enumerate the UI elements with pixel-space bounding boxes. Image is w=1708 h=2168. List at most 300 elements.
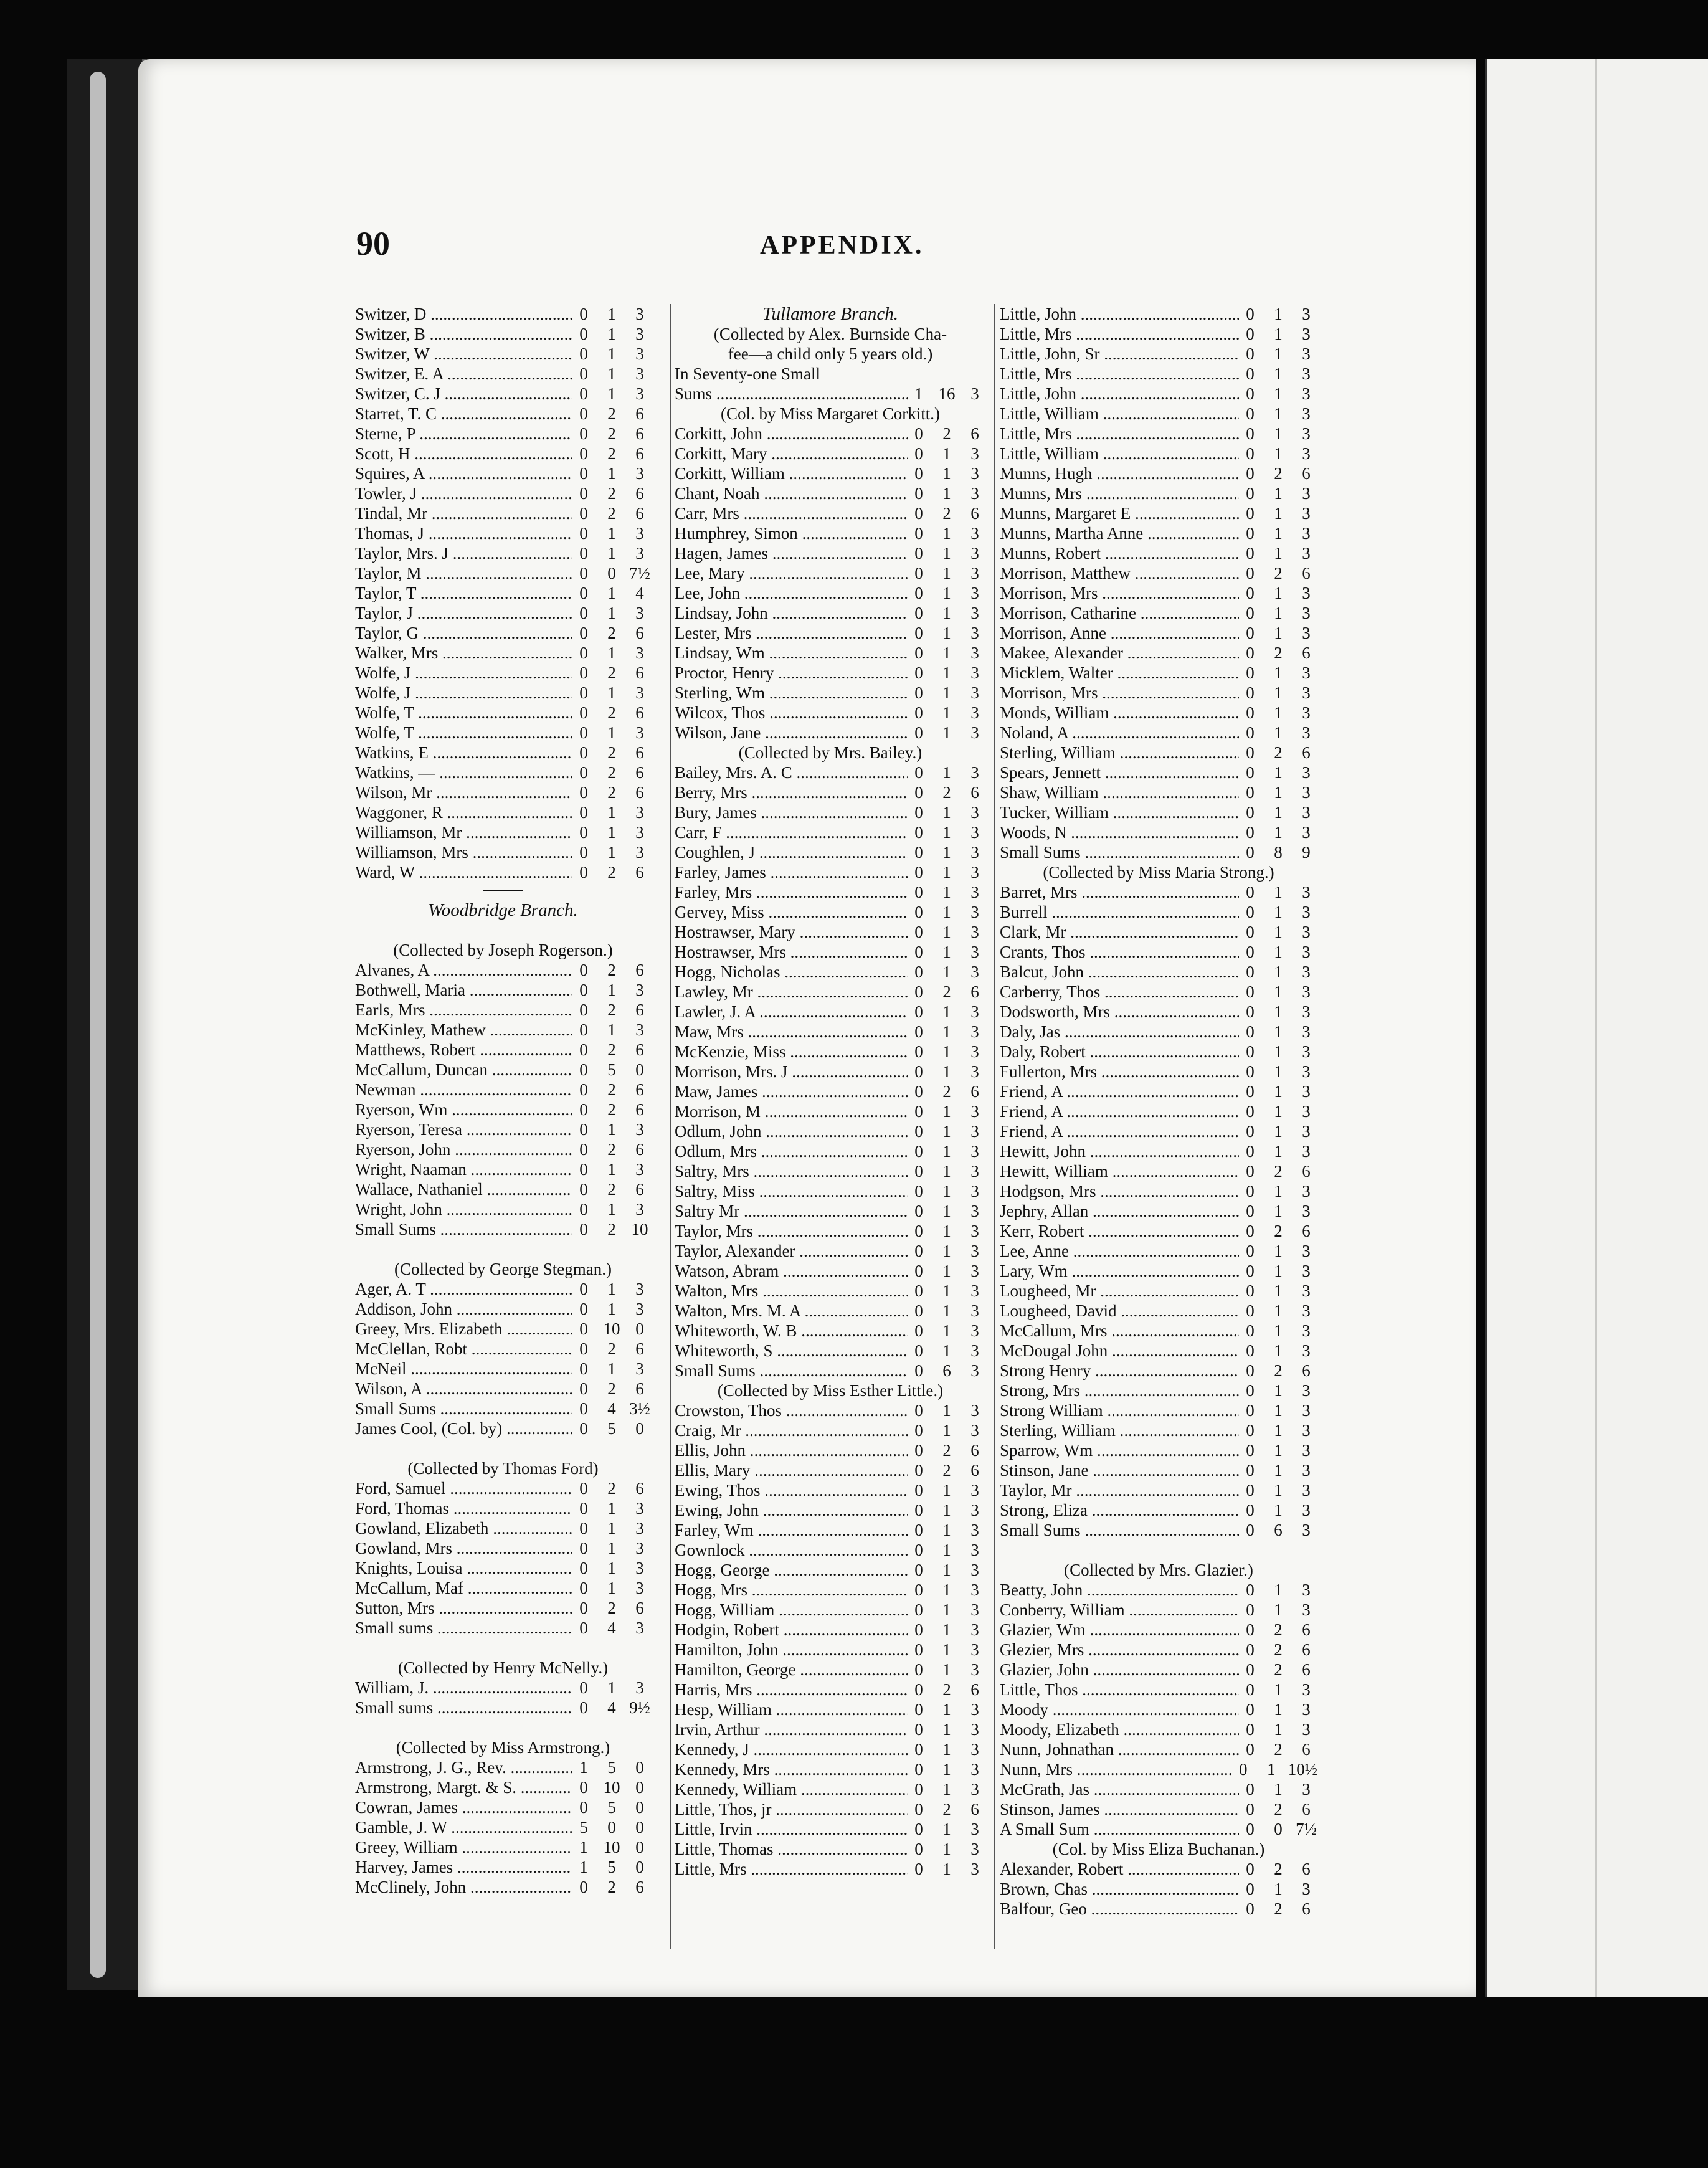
amount-pounds: 0 — [914, 703, 923, 722]
subscriber-name: Whiteworth, S ..... — [675, 1341, 908, 1361]
collector-note: fee—a child only 5 years old.) — [728, 345, 933, 363]
amount-pence: 3 — [970, 1581, 979, 1599]
amount-pence: 3 — [1302, 783, 1311, 802]
amount-pounds: 0 — [914, 1242, 923, 1260]
amount-pounds: 0 — [579, 1579, 588, 1597]
amount-pounds: 0 — [1246, 404, 1255, 423]
amount-pounds: 0 — [1246, 1481, 1255, 1500]
amount-shillings: 2 — [607, 1140, 616, 1159]
amount-shillings: 1 — [1274, 763, 1283, 782]
subscriber-name: Moody ..... — [1000, 1700, 1239, 1719]
subscriber-name: Odlum, Mrs ..... — [675, 1141, 908, 1161]
amount-shillings: 1 — [1274, 1680, 1283, 1699]
subscription-entry — [1000, 982, 1317, 1002]
subscriber-name: Clark, Mr ..... — [1000, 922, 1239, 942]
subscription-entry — [1000, 802, 1317, 822]
amount-shillings: 1 — [1274, 1401, 1283, 1420]
amount-shillings: 2 — [1274, 1899, 1283, 1918]
amount-pence: 3 — [1302, 1600, 1311, 1619]
amount-shillings: 2 — [1274, 743, 1283, 762]
amount-pounds: 0 — [914, 1421, 923, 1440]
collector-note: (Collected by George Stegman.) — [394, 1260, 612, 1278]
subscriber-name: McClellan, Robt ..... — [355, 1339, 572, 1359]
amount-pounds: 0 — [579, 624, 588, 642]
subscriber-name: Corkitt, William ..... — [675, 464, 908, 483]
amount-pounds: 0 — [1246, 1461, 1255, 1480]
amount-shillings: 1 — [942, 803, 951, 822]
amount-pence: 3 — [635, 803, 644, 822]
amount-shillings: 1 — [942, 544, 951, 563]
subscription-entry — [1000, 1341, 1317, 1361]
subscriber-name: Wilson, Mr ..... — [355, 782, 572, 802]
amount-pence: 3 — [970, 663, 979, 682]
subscriber-name: Addison, John ..... — [355, 1299, 572, 1319]
subscription-entry — [675, 902, 986, 922]
subscription-entry — [355, 743, 651, 763]
amount-pounds: 0 — [579, 723, 588, 742]
subscriber-name: Kerr, Robert ..... — [1000, 1221, 1239, 1241]
amount-pence: 3 — [970, 544, 979, 563]
amount-pence: 6 — [1302, 1899, 1311, 1918]
subscription-entry — [675, 1420, 986, 1440]
amount-pounds: 0 — [1246, 424, 1255, 443]
amount-shillings: 0 — [607, 564, 616, 582]
amount-pounds: 0 — [1246, 1162, 1255, 1181]
subscriber-name: Munns, Mrs ..... — [1000, 483, 1239, 503]
subscriber-name: Hewitt, John ..... — [1000, 1141, 1239, 1161]
amount-pence: 3 — [1302, 1321, 1311, 1340]
subscription-entry — [675, 1201, 986, 1221]
subscription-entry — [355, 1797, 651, 1817]
amount-pence: 6 — [1302, 1222, 1311, 1240]
amount-pounds: 1 — [914, 384, 923, 403]
subscription-entry — [1000, 1640, 1317, 1660]
subscriber-name: Lougheed, Mr ..... — [1000, 1281, 1239, 1301]
amount-pence: 3 — [970, 923, 979, 941]
amount-pounds: 0 — [914, 1620, 923, 1639]
amount-pounds: 0 — [1246, 1860, 1255, 1878]
amount-shillings: 2 — [607, 1599, 616, 1617]
amount-pence: 3 — [970, 524, 979, 543]
subscription-entry — [1000, 703, 1317, 723]
subscription-entry — [675, 1141, 986, 1161]
amount-shillings: 1 — [1274, 624, 1283, 642]
subscription-entry — [675, 1819, 986, 1839]
amount-pounds: 0 — [914, 783, 923, 802]
subscription-entry — [675, 782, 986, 802]
amount-pounds: 0 — [1246, 1321, 1255, 1340]
amount-pounds: 0 — [914, 1680, 923, 1699]
amount-shillings: 2 — [607, 444, 616, 463]
amount-pence: 3 — [970, 1242, 979, 1260]
subscriber-name: Friend, A ..... — [1000, 1082, 1239, 1101]
amount-pounds: 0 — [579, 564, 588, 582]
amount-pence: 3 — [1302, 544, 1311, 563]
subscriber-name: Little, Mrs ..... — [1000, 424, 1239, 444]
amount-pence: 3 — [1302, 1262, 1311, 1280]
subscription-entry — [675, 1839, 986, 1859]
subscription-entry — [355, 782, 651, 802]
subscription-entry — [1000, 1779, 1317, 1799]
subscription-entry — [355, 464, 651, 483]
amount-pounds: 0 — [579, 504, 588, 523]
subscription-entry — [355, 822, 651, 842]
subscriber-name: McKenzie, Miss ..... — [675, 1042, 908, 1062]
subscriber-name: Morrison, Anne ..... — [1000, 623, 1239, 643]
amount-pence: 3 — [970, 1700, 979, 1719]
amount-shillings: 1 — [942, 1600, 951, 1619]
amount-pence: 6 — [635, 1040, 644, 1059]
subscriber-name: Tindal, Mr ..... — [355, 503, 572, 523]
amount-pence: 3 — [635, 1499, 644, 1518]
amount-pence: 3 — [970, 863, 979, 882]
amount-shillings: 8 — [1274, 843, 1283, 862]
amount-pence: 3 — [1302, 1441, 1311, 1460]
collector-note: (Collected by Mrs. Bailey.) — [738, 743, 923, 762]
amount-pence: 3 — [1302, 524, 1311, 543]
subscription-entry — [675, 802, 986, 822]
subscription-entry — [355, 980, 651, 1000]
amount-pounds: 0 — [914, 943, 923, 961]
amount-pence: 6 — [635, 1878, 644, 1896]
subscription-entry — [355, 1379, 651, 1399]
amount-pounds: 0 — [914, 604, 923, 622]
subscriber-name: Sterling, William ..... — [1000, 1420, 1239, 1440]
amount-shillings: 1 — [942, 923, 951, 941]
subscription-entry — [675, 842, 986, 862]
amount-pounds: 0 — [1246, 544, 1255, 563]
subscription-entry — [1000, 1002, 1317, 1022]
subscription-entry — [1000, 962, 1317, 982]
amount-pounds: 0 — [579, 325, 588, 343]
amount-shillings: 2 — [607, 763, 616, 782]
amount-pounds: 0 — [1246, 604, 1255, 622]
subscriber-name: Hagen, James ..... — [675, 543, 908, 563]
subscriber-name: Lester, Mrs ..... — [675, 623, 908, 643]
subscriber-name: Noland, A ..... — [1000, 723, 1239, 743]
amount-pounds: 0 — [579, 1200, 588, 1219]
amount-pence: 0 — [635, 1758, 644, 1777]
amount-shillings: 1 — [1274, 903, 1283, 921]
subscriber-name: Saltry, Miss ..... — [675, 1181, 908, 1201]
subscriber-name: Glezier, Mrs ..... — [1000, 1640, 1239, 1660]
amount-pounds: 0 — [914, 624, 923, 642]
page-edge — [1595, 59, 1597, 1997]
amount-pence: 3 — [970, 1102, 979, 1121]
subscription-entry — [1000, 523, 1317, 543]
amount-pence: 3 — [1302, 364, 1311, 383]
subscriber-name: Hogg, Mrs ..... — [675, 1580, 908, 1600]
subscriber-name: Crowston, Thos ..... — [675, 1400, 908, 1420]
subscription-entry — [675, 1181, 986, 1201]
subscription-entry — [1000, 1121, 1317, 1141]
subscription-entry — [675, 663, 986, 683]
subscription-entry — [355, 1777, 651, 1797]
amount-pence: 3 — [1302, 604, 1311, 622]
subscriber-name: Munns, Martha Anne ..... — [1000, 523, 1239, 543]
amount-pounds: 0 — [579, 981, 588, 999]
amount-pence: 3 — [970, 703, 979, 722]
amount-pounds: 0 — [579, 1140, 588, 1159]
subscription-entry — [675, 1321, 986, 1341]
amount-shillings: 1 — [942, 1142, 951, 1161]
amount-pounds: 0 — [914, 1780, 923, 1799]
amount-pence: 3 — [1302, 325, 1311, 343]
amount-pounds: 0 — [914, 1561, 923, 1579]
subscription-entry — [1000, 1221, 1317, 1241]
spacer — [355, 1438, 651, 1458]
amount-pence: 3 — [635, 1120, 644, 1139]
amount-pence: 0 — [635, 1319, 644, 1338]
amount-pence: 6 — [970, 424, 979, 443]
spacer — [1000, 1540, 1317, 1560]
amount-pence: 3½ — [629, 1399, 650, 1418]
subscriber-name: Watkins, E ..... — [355, 743, 572, 763]
subscription-entry — [675, 1700, 986, 1719]
amount-shillings: 1 — [1274, 1880, 1283, 1898]
subscription-entry — [355, 583, 651, 603]
amount-pence: 3 — [1302, 1022, 1311, 1041]
amount-pounds: 0 — [579, 1300, 588, 1318]
amount-pounds: 0 — [1246, 305, 1255, 323]
amount-shillings: 1 — [1274, 1281, 1283, 1300]
subscription-entry — [1000, 782, 1317, 802]
column-2 — [675, 304, 986, 1879]
amount-pounds: 0 — [579, 763, 588, 782]
subscriber-name: Proctor, Henry ..... — [675, 663, 908, 683]
subscription-entry — [675, 922, 986, 942]
subscriber-name: Hogg, George ..... — [675, 1560, 908, 1580]
amount-shillings: 1 — [1274, 1481, 1283, 1500]
amount-pence: 3 — [635, 683, 644, 702]
amount-shillings: 2 — [607, 783, 616, 802]
amount-pence: 3 — [635, 1200, 644, 1219]
amount-shillings: 2 — [942, 504, 951, 523]
subscriber-name: Gervey, Miss ..... — [675, 902, 908, 922]
amount-pounds: 0 — [914, 1222, 923, 1240]
amount-pence: 3 — [970, 1222, 979, 1240]
amount-pence: 3 — [1302, 1581, 1311, 1599]
subscriber-name: Wright, Naaman ..... — [355, 1159, 572, 1179]
amount-shillings: 1 — [942, 663, 951, 682]
amount-shillings: 1 — [607, 584, 616, 602]
amount-pounds: 0 — [1246, 1341, 1255, 1360]
amount-shillings: 1 — [942, 763, 951, 782]
subscriber-name: Harris, Mrs ..... — [675, 1680, 908, 1700]
amount-pounds: 0 — [914, 524, 923, 543]
amount-pence: 3 — [970, 1740, 979, 1759]
subscriber-name: Barret, Mrs ..... — [1000, 882, 1239, 902]
amount-shillings: 1 — [942, 903, 951, 921]
amount-pence: 3 — [635, 1359, 644, 1378]
amount-pence: 3 — [1302, 1680, 1311, 1699]
amount-pounds: 0 — [579, 1599, 588, 1617]
subscription-entry — [355, 424, 651, 444]
amount-shillings: 6 — [1274, 1521, 1283, 1539]
amount-shillings: 1 — [942, 1561, 951, 1579]
amount-shillings: 1 — [942, 1062, 951, 1081]
amount-pounds: 0 — [914, 923, 923, 941]
amount-shillings: 2 — [607, 484, 616, 503]
amount-shillings: 2 — [1274, 1162, 1283, 1181]
subscriber-name: Monds, William ..... — [1000, 703, 1239, 723]
amount-shillings: 1 — [942, 1002, 951, 1021]
amount-shillings: 1 — [1274, 325, 1283, 343]
subscriber-name: Squires, A ..... — [355, 464, 572, 483]
amount-shillings: 1 — [607, 1678, 616, 1697]
amount-pounds: 0 — [914, 504, 923, 523]
subscriber-name: Corkitt, Mary ..... — [675, 444, 908, 464]
amount-pounds: 0 — [579, 1359, 588, 1378]
subscription-entry — [355, 404, 651, 424]
amount-pounds: 0 — [1246, 325, 1255, 343]
amount-pounds: 0 — [1246, 1361, 1255, 1380]
subscription-entry — [1000, 1381, 1317, 1400]
amount-pounds: 0 — [579, 544, 588, 563]
subscriber-name: Hogg, Nicholas ..... — [675, 962, 908, 982]
amount-pence: 3 — [970, 644, 979, 662]
subscriber-name: Ryerson, Wm ..... — [355, 1100, 572, 1120]
amount-shillings: 1 — [1274, 424, 1283, 443]
subscription-entry — [1000, 663, 1317, 683]
amount-shillings: 1 — [942, 1301, 951, 1320]
subscriber-name: Taylor, Alexander ..... — [675, 1241, 908, 1261]
subscription-entry — [1000, 822, 1317, 842]
subscriber-name: Small Sums ..... — [1000, 842, 1239, 862]
amount-pounds: 0 — [1246, 703, 1255, 722]
subscription-entry — [355, 1518, 651, 1538]
amount-pence: 3 — [1302, 1242, 1311, 1260]
amount-pence: 6 — [970, 783, 979, 802]
subscription-entry — [355, 1837, 651, 1857]
subscription-entry — [675, 424, 986, 444]
amount-shillings: 1 — [1274, 1341, 1283, 1360]
amount-pence: 3 — [1302, 982, 1311, 1001]
amount-pounds: 0 — [1246, 943, 1255, 961]
subscriber-name: Woods, N ..... — [1000, 822, 1239, 842]
amount-pounds: 0 — [579, 663, 588, 682]
subscription-entry — [1000, 623, 1317, 643]
subscriber-name: Munns, Robert ..... — [1000, 543, 1239, 563]
amount-pence: 6 — [635, 743, 644, 762]
amount-pence: 10½ — [1288, 1760, 1317, 1779]
amount-pence: 3 — [970, 1361, 979, 1380]
subscriber-name: Small sums ..... — [355, 1698, 572, 1718]
amount-pence: 3 — [635, 1539, 644, 1557]
amount-pounds: 0 — [914, 1042, 923, 1061]
subscriber-name: Earls, Mrs ..... — [355, 1000, 572, 1020]
amount-pence: 6 — [635, 703, 644, 722]
amount-pounds: 0 — [1246, 1002, 1255, 1021]
amount-pounds: 0 — [1246, 1680, 1255, 1699]
subscriber-name: Strong, Eliza ..... — [1000, 1500, 1239, 1520]
subscriber-name: Watkins, — ..... — [355, 763, 572, 782]
amount-pounds: 0 — [1246, 1600, 1255, 1619]
subscription-entry — [675, 1241, 986, 1261]
amount-pence: 3 — [1302, 384, 1311, 403]
amount-pounds: 0 — [1246, 1700, 1255, 1719]
subscriber-name: Watson, Abram ..... — [675, 1261, 908, 1281]
amount-shillings: 1 — [607, 1579, 616, 1597]
subscription-entry — [1000, 1660, 1317, 1680]
subscription-entry — [355, 1080, 651, 1100]
amount-pounds: 0 — [1246, 1640, 1255, 1659]
amount-shillings: 2 — [942, 1680, 951, 1699]
subscription-entry — [355, 1538, 651, 1558]
subscriber-name: Small Sums ..... — [1000, 1520, 1239, 1540]
amount-shillings: 1 — [1267, 1760, 1276, 1779]
amount-pounds: 1 — [579, 1858, 588, 1876]
amount-pounds: 0 — [1246, 584, 1255, 602]
amount-pence: 3 — [1302, 584, 1311, 602]
subscription-entry — [1000, 1680, 1317, 1700]
amount-pence: 3 — [970, 444, 979, 463]
amount-shillings: 1 — [607, 803, 616, 822]
subscription-entry — [355, 1598, 651, 1618]
subscriber-name: Switzer, D ..... — [355, 304, 572, 324]
subscriber-name: Hodgin, Robert ..... — [675, 1620, 908, 1640]
amount-pence: 3 — [1302, 943, 1311, 961]
subscriber-name: Switzer, W ..... — [355, 344, 572, 364]
amount-pounds: 0 — [579, 424, 588, 443]
subscription-entry — [675, 1640, 986, 1660]
amount-pence: 3 — [1302, 1142, 1311, 1161]
subscriber-name: Sparrow, Wm ..... — [1000, 1440, 1239, 1460]
subscriber-name: Carberry, Thos ..... — [1000, 982, 1239, 1002]
amount-shillings: 0 — [607, 1818, 616, 1837]
amount-shillings: 1 — [942, 584, 951, 602]
amount-shillings: 1 — [607, 823, 616, 842]
amount-pence: 6 — [970, 1680, 979, 1699]
subscription-entry — [675, 1680, 986, 1700]
amount-shillings: 2 — [1274, 464, 1283, 483]
subscriber-name: Walton, Mrs ..... — [675, 1281, 908, 1301]
amount-pence: 6 — [970, 1441, 979, 1460]
subscription-entry — [1000, 1321, 1317, 1341]
amount-pounds: 0 — [914, 1082, 923, 1101]
amount-pounds: 0 — [1246, 1820, 1255, 1838]
amount-pounds: 0 — [914, 1441, 923, 1460]
amount-shillings: 1 — [607, 384, 616, 403]
amount-pence: 6 — [1302, 564, 1311, 582]
subscription-entry — [1000, 842, 1317, 862]
subscription-entry — [675, 982, 986, 1002]
amount-pounds: 0 — [914, 723, 923, 742]
amount-shillings: 1 — [607, 1200, 616, 1219]
subscription-entry — [1000, 1899, 1317, 1919]
amount-shillings: 1 — [942, 943, 951, 961]
amount-shillings: 1 — [1274, 923, 1283, 941]
subscription-entry — [1000, 1062, 1317, 1082]
subscription-entry — [1000, 1201, 1317, 1221]
amount-pounds: 0 — [1246, 484, 1255, 503]
subscription-entry — [1000, 763, 1317, 782]
subscriber-name: Craig, Mr ..... — [675, 1420, 908, 1440]
amount-pence: 3 — [970, 1002, 979, 1021]
subscription-entry — [1000, 444, 1317, 464]
subscriber-name: Small Sums ..... — [675, 1361, 908, 1381]
amount-pence: 3 — [970, 1262, 979, 1280]
subscriber-name: Morrison, Mrs ..... — [1000, 683, 1239, 703]
amount-pounds: 0 — [579, 584, 588, 602]
amount-pounds: 0 — [914, 843, 923, 862]
amount-shillings: 1 — [942, 1541, 951, 1559]
amount-pence: 6 — [1302, 1740, 1311, 1759]
subscription-entry — [675, 1440, 986, 1460]
amount-pounds: 0 — [1246, 504, 1255, 523]
subscription-entry — [1000, 1859, 1317, 1879]
subscriber-name: Saltry Mr ..... — [675, 1201, 908, 1221]
